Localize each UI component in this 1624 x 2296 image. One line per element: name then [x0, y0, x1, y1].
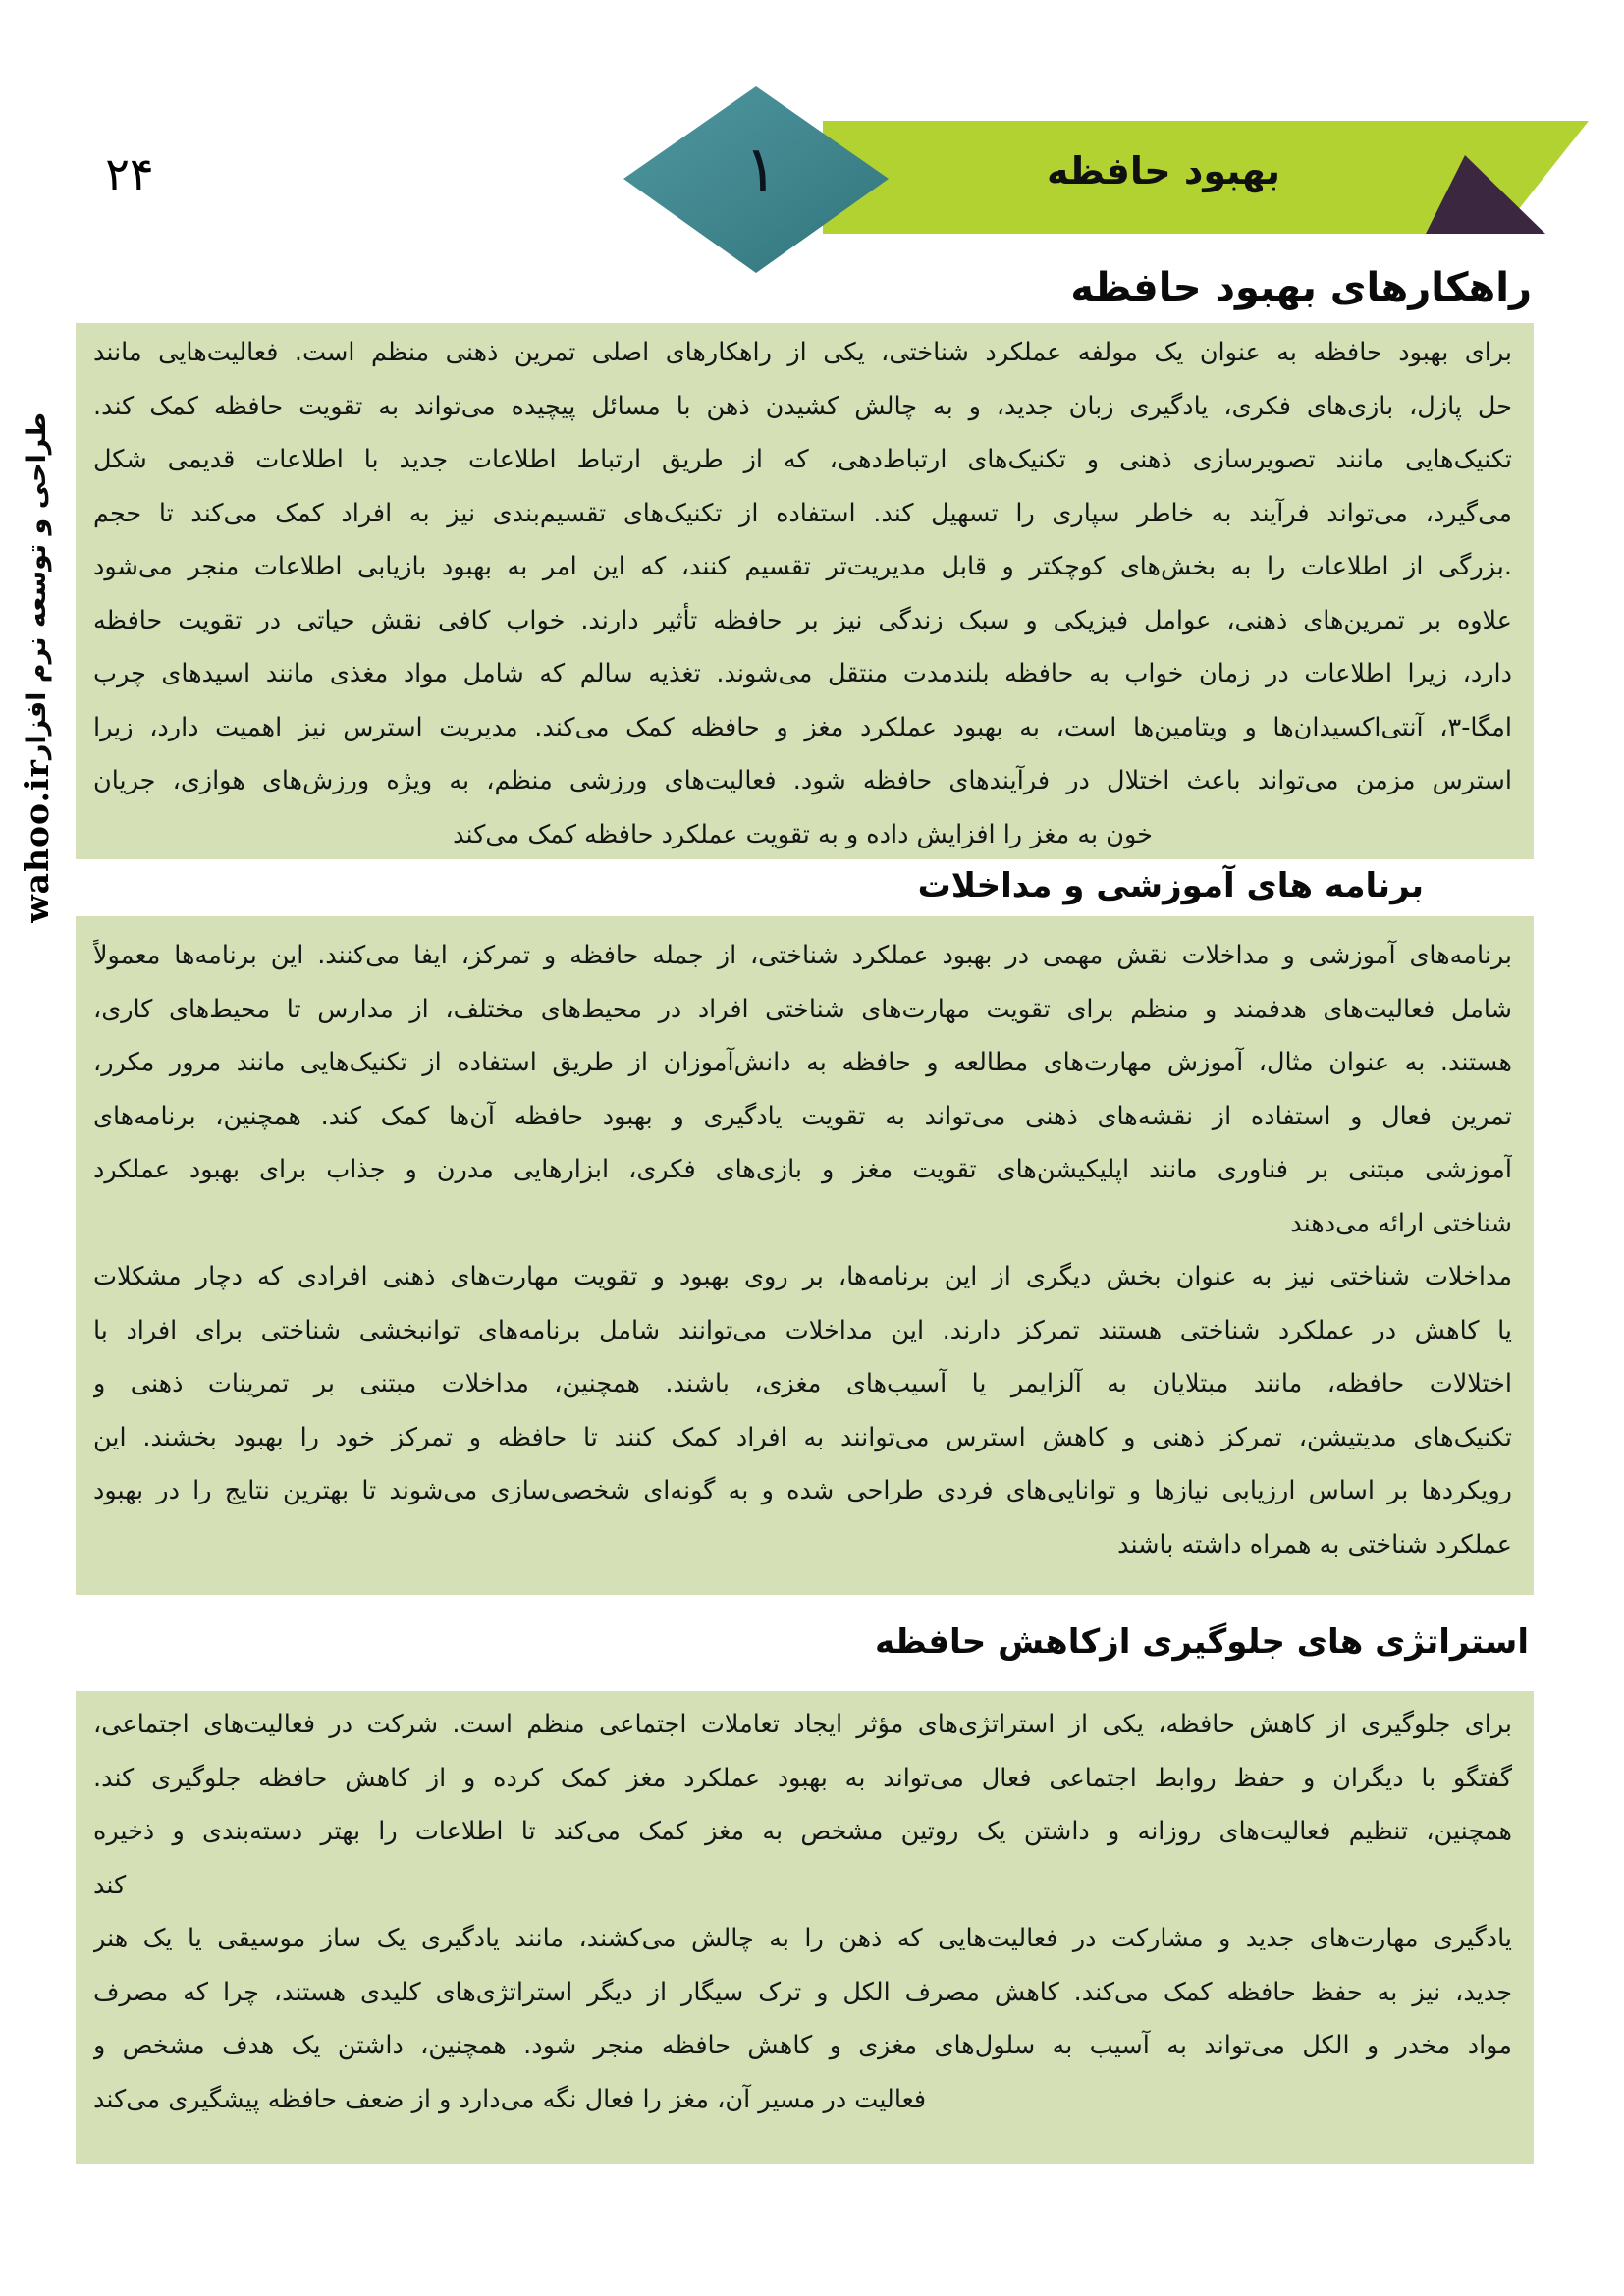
- credit-text: طراحی و توسعه نرم افزار: [21, 412, 52, 760]
- text-line: همچنین، تنظیم فعالیت‌های روزانه و داشتن یک روتین مشخص به مغز کمک می‌کند تا اطلاعات را بهتر دسته‌بندی و ذخیره: [93, 1817, 1512, 1846]
- text-line: علاوه بر تمرین‌های ذهنی، عوامل فیزیکی و سبک زندگی نیز بر حافظه تأثیر دارند. خواب کافی نقش حیاتی در تقویت حافظه: [93, 605, 1512, 635]
- text-line: امگا-۳، آنتی‌اکسیدان‌ها و ویتامین‌ها است، به بهبود عملکرد مغز و حافظه کمک می‌کند. مدیریت استرس نیز اهمیت دارد، زیرا: [93, 712, 1512, 742]
- text-line: آموزشی مبتنی بر فناوری مانند اپلیکیشن‌های تقویت مغز و بازی‌های فکری، ابزارهایی مدرن و جذاب برای بهبود عملکرد: [93, 1155, 1512, 1184]
- text-line: فعالیت در مسیر آن، مغز را فعال نگه می‌دارد و از ضعف حافظه پیشگیری می‌کند: [93, 2084, 927, 2114]
- text-line: برای جلوگیری از کاهش حافظه، یکی از استراتژی‌های مؤثر ایجاد تعاملات اجتماعی منظم است. شرکت در فعالیت‌های اجتماعی،: [93, 1710, 1512, 1739]
- text-line: عملکرد شناختی به همراه داشته باشند: [1117, 1529, 1512, 1559]
- text-line: برای بهبود حافظه به عنوان یک مولفه عملکرد شناختی، یکی از راهکارهای اصلی تمرین ذهنی منظم است. فعالیت‌هایی مانند: [93, 338, 1512, 367]
- text-line: شناختی ارائه می‌دهند: [1290, 1208, 1512, 1238]
- text-line: حل پازل، بازی‌های فکری، یادگیری زبان جدید، و به چالش کشیدن ذهن با مسائل پیچیده می‌تواند به تقویت حافظه کمک کند.: [93, 391, 1512, 421]
- text-line: جدید، نیز به حفظ حافظه کمک می‌کند. کاهش مصرف الکل و ترک سیگار از دیگر استراتژی‌های کلیدی هستند، چرا که مصرف: [93, 1977, 1512, 2007]
- text-line: شامل فعالیت‌های هدفمند و منظم برای تقویت مهارت‌های شناختی افراد در محیط‌های مختلف، از مدارس تا محیط‌های کاری،: [93, 994, 1512, 1024]
- text-line: گفتگو با دیگران و حفظ روابط اجتماعی فعال می‌تواند به بهبود عملکرد مغز کمک کرده و از کاهش حافظه جلوگیری کند.: [93, 1763, 1512, 1793]
- text-line: یادگیری مهارت‌های جدید و مشارکت در فعالیت‌هایی که ذهن را به چالش می‌کشند، مانند یادگیری یک ساز موسیقی یا یک هنر: [93, 1924, 1512, 1953]
- section-text-block: [76, 1691, 1534, 2164]
- text-line: تمرین فعال و استفاده از نقشه‌های ذهنی می‌تواند به تقویت یادگیری و بهبود حافظه آن‌ها کمک کند. همچنین، برنامه‌های: [93, 1101, 1512, 1131]
- credit-site: wahoo.ir: [17, 759, 56, 923]
- text-line: تکنیک‌های مدیتیشن، تمرکز ذهنی و کاهش استرس می‌توانند به افراد کمک کنند تا حافظه و تمرکز خود را بهبود بخشند. این: [93, 1422, 1512, 1452]
- text-line: دارد، زیرا اطلاعات در زمان خواب به حافظه بلندمدت منتقل می‌شوند. تغذیه سالم که شامل مواد مغذی مانند اسیدهای چرب: [93, 659, 1512, 688]
- text-line: مداخلات شناختی نیز به عنوان بخش دیگری از این برنامه‌ها، بر روی بهبود و تقویت مهارت‌های ذهنی افرادی که دچار مشکلات: [93, 1262, 1512, 1291]
- section-heading: راهکارهای بهبود حافظه: [1070, 265, 1532, 310]
- text-line: رویکردها بر اساس ارزیابی نیازها و توانایی‌های فردی طراحی شده و به گونه‌ای شخصی‌سازی می‌شوند تا بهترین نتایج را در بهبود: [93, 1476, 1512, 1505]
- text-line: اختلالات حافظه، مانند مبتلایان به آلزایمر یا آسیب‌های مغزی، باشند. همچنین، مداخلات مبتنی بر تمرینات ذهنی و: [93, 1369, 1512, 1398]
- text-line: هستند. به عنوان مثال، آموزش مهارت‌های مطالعه و حافظه به دانش‌آموزان از طریق استفاده از تکنیک‌هایی مانند مرور مکرر،: [93, 1048, 1512, 1077]
- text-line: می‌گیرد، می‌تواند فرآیند به خاطر سپاری را تسهیل کند. استفاده از تکنیک‌های تقسیم‌بندی نیز به افراد کمک می‌کند تا حجم: [93, 498, 1512, 528]
- text-line: خون به مغز را افزایش داده و به تقویت عملکرد حافظه کمک می‌کند: [453, 819, 1153, 849]
- chapter-number: ١: [743, 134, 779, 206]
- section-heading: برنامه های آموزشی و مداخلات: [917, 866, 1424, 905]
- text-line: یا کاهش در عملکرد شناختی هستند تمرکز دارند. این مداخلات می‌توانند شامل برنامه‌های توانبخشی شناختی برای افراد با: [93, 1315, 1512, 1345]
- chapter-title: بهبود حافظه: [1046, 149, 1281, 192]
- section-heading: استراتژی های جلوگیری ازکاهش حافظه: [874, 1622, 1529, 1662]
- text-line: استرس مزمن می‌تواند باعث اختلال در فرآیندهای حافظه شود. فعالیت‌های ورزشی منظم، به ویژه ورزش‌های هوازی، جریان: [93, 766, 1512, 795]
- credit-rotated: [12, 412, 61, 923]
- page-number: ۲۴: [105, 147, 154, 200]
- text-line: .بزرگی از اطلاعات را به بخش‌های کوچکتر و قابل مدیریت‌تر تقسیم کنند، که این امر به بهبود بازیابی اطلاعات منجر می‌شود: [93, 552, 1512, 581]
- text-line: تکنیک‌هایی مانند تصویرسازی ذهنی و تکنیک‌های ارتباط‌دهی، که از طریق ارتباط اطلاعات جدید با اطلاعات قدیمی شکل: [93, 445, 1512, 474]
- text-line: برنامه‌های آموزشی و مداخلات نقش مهمی در بهبود عملکرد شناختی، از جمله حافظه و تمرکز، ایفا می‌کنند. این برنامه‌ها معمولاً: [93, 941, 1512, 970]
- text-line: مواد مخدر و الکل می‌تواند به آسیب به سلول‌های مغزی و کاهش حافظه منجر شود. همچنین، داشتن یک هدف مشخص و: [93, 2031, 1512, 2060]
- section-text-block: [76, 323, 1534, 859]
- section-text-block: [76, 916, 1534, 1595]
- text-line: کند: [93, 1870, 127, 1900]
